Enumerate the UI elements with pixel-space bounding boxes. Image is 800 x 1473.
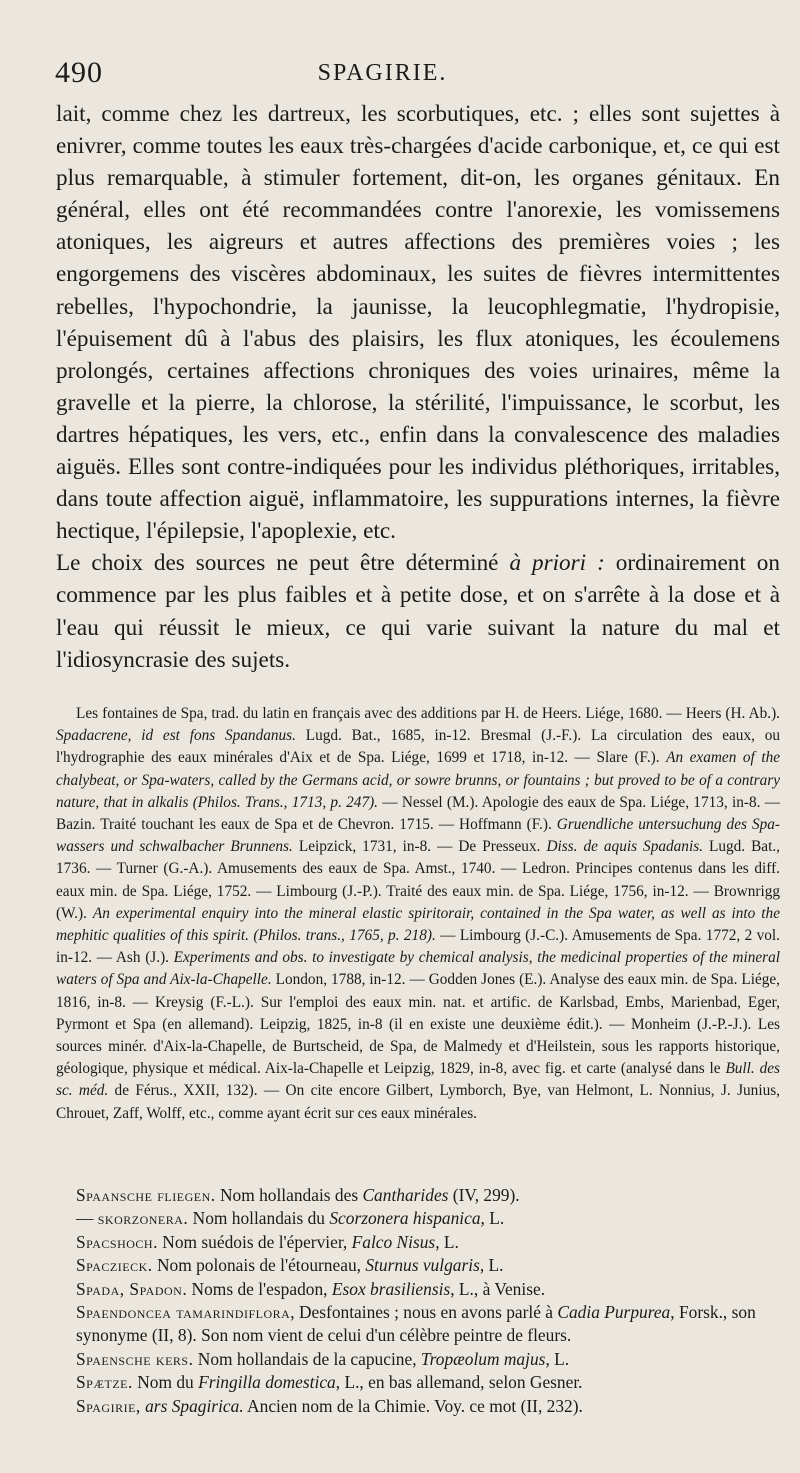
dictionary-entry: Spaansche fliegen. Nom hollandais des Cantharides (IV, 299). xyxy=(76,1185,520,1205)
dictionary-entries xyxy=(56,1184,782,1418)
paragraph: Le choix des sources ne peut être déterminé à priori : ordinairement on commence par les plus faibles et à petite dose, et on s'arrête à la dose et à l'eau qui réussit le mieux, ce qui varie suivant la nature du mal et l'idiosyncrasie des sujets. xyxy=(56,550,780,673)
bibliography-notes xyxy=(56,703,780,1125)
dictionary-entry: Spaczieck. Nom polonais de l'étourneau, Sturnus vulgaris, L. xyxy=(76,1255,504,1276)
paragraph: lait, comme chez les dartreux, les scorbutiques, etc. ; elles sont sujettes à enivrer, comme toutes les eaux très-chargées d'acide carbonique, et, ce qui est plus remarquable, à stimuler fortement, dit-on, les organes génitaux. En général, elles ont été recommandées contre l'anorexie, les vomissemens atoniques, les aigreurs et autres affections des premières voies ; les engorgemens des viscères abdominaux, les suites de fièvres intermittentes rebelles, l'hypochondrie, la jaunisse, la leucophlegmatie, l'hydropisie, l'épuisement dû à l'abus des plaisirs, les flux atoniques, les écoulemens prolongés, certaines affections chroniques des voies urinaires, même la gravelle et la pierre, la chlorose, la stérilité, l'impuissance, le scorbut, les dartres hépatiques, les vers, etc., enfin dans la convalescence des maladies aiguës. Elles sont contre-indiquées pour les individus pléthoriques, irritables, dans toute affection aiguë, inflammatoire, les suppurations internes, la fièvre hectique, l'épilepsie, l'apoplexie, etc. xyxy=(56,101,780,545)
dictionary-entry: Spaendoncea tamarindiflora, Desfontaines ; nous en avons parlé à Cadia Purpurea, Forsk., son synonyme (II, 8). Son nom vient de celui d'un célèbre peintre de fleurs. xyxy=(76,1302,756,1346)
dictionary-entry: Spacshoch. Nom suédois de l'épervier, Falco Nisus, L. xyxy=(76,1231,459,1252)
dictionary-entry: Spagirie, ars Spagirica. Ancien nom de la Chimie. Voy. ce mot (II, 232). xyxy=(76,1395,583,1416)
page-header xyxy=(55,56,770,96)
dictionary-entry: Spaensche kers. Nom hollandais de la capucine, Tropæolum majus, L. xyxy=(76,1348,570,1369)
main-text xyxy=(56,98,780,676)
bibliography-paragraph: Les fontaines de Spa, trad. du latin en français avec des additions par H. de Heers. Liége, 1680. — Heers (H. Ab.). Spadacrene, id est fons Spandanus. Lugd. Bat., 1685, in-12. Bresmal (J.-F.). La circulation des eaux, ou l'hydrographie des eaux minérales d'Aix et de Spa. Liége, 1699 et 1718, in-12. — Slare (F.). An examen of the chalybeat, or Spa-waters, called by the Germans acid, or sowre brunns, or fountains ; but proved to be of a contrary nature, that in alkalis (Philos. Trans., 1713, p. 247). — Nessel (M.). Apologie des eaux de Spa. Liége, 1713, in-8. — Bazin. Traité touchant les eaux de Spa et de Chevron. 1715. — Hoffmann (F.). Gruendliche untersuchung des Spa-wassers und schwalbacher Brunnens. Leipzick, 1731, in-8. — De Presseux. Diss. de aquis Spadanis. Lugd. Bat., 1736. — Turner (G.-A.). Amusements des eaux de Spa. Amst., 1740. — Ledron. Principes contenus dans les diff. eaux min. de Spa. Liége, 1752. — Limbourg (J.-P.). Traité des eaux min. de Spa. Liége, 1756, in-12. — Brownrigg (W.). An experimental enquiry into the mineral elastic spiritorair, contained in the Spa water, as well as into the mephitic qualities of this spirit. (Philos. trans., 1765, p. 218). — Limbourg (J.-C.). Amusements de Spa. 1772, 2 vol. in-12. — Ash (J.). Experiments and obs. to investigate by chemical analysis, the medicinal properties of the mineral waters of Spa and Aix-la-Chapelle. London, 1788, in-12. — Godden Jones (E.). Analyse des eaux min. de Spa. Liége, 1816, in-8. — Kreysig (F.-L.). Sur l'emploi des eaux min. nat. et artific. de Karlsbad, Embs, Marienbad, Eger, Pyrmont et Spa (en allemand). Leipzig, 1825, in-8 (il en existe une deuxième édit.). — Monheim (J.-P.-J.). Les sources minér. d'Aix-la-Chapelle, de Burtscheid, de Spa, de Malmedy et d'Heilstein, sous les rapports historique, géologique, physique et médical. Aix-la-Chapelle et Leipzig, 1829, in-8, avec fig. et carte (analysé dans le Bull. des sc. méd. de Férus., XXII, 132). — On cite encore Gilbert, Lymborch, Bye, van Helmont, L. Nonnius, J. Junius, Chrouet, Zaff, Wolff, etc., comme ayant écrit sur ces eaux minérales. xyxy=(56,705,781,1122)
running-title: SPAGIRIE. xyxy=(317,60,448,86)
dictionary-entry: Spætze. Nom du Fringilla domestica, L., en bas allemand, selon Gesner. xyxy=(76,1372,583,1393)
dictionary-entry: Spada, Spadon. Noms de l'espadon, Esox brasiliensis, L., à Venise. xyxy=(76,1278,546,1299)
dictionary-entry: — skorzonera. Nom hollandais du Scorzonera hispanica, L. xyxy=(76,1208,505,1229)
page-number: 490 xyxy=(55,56,103,89)
